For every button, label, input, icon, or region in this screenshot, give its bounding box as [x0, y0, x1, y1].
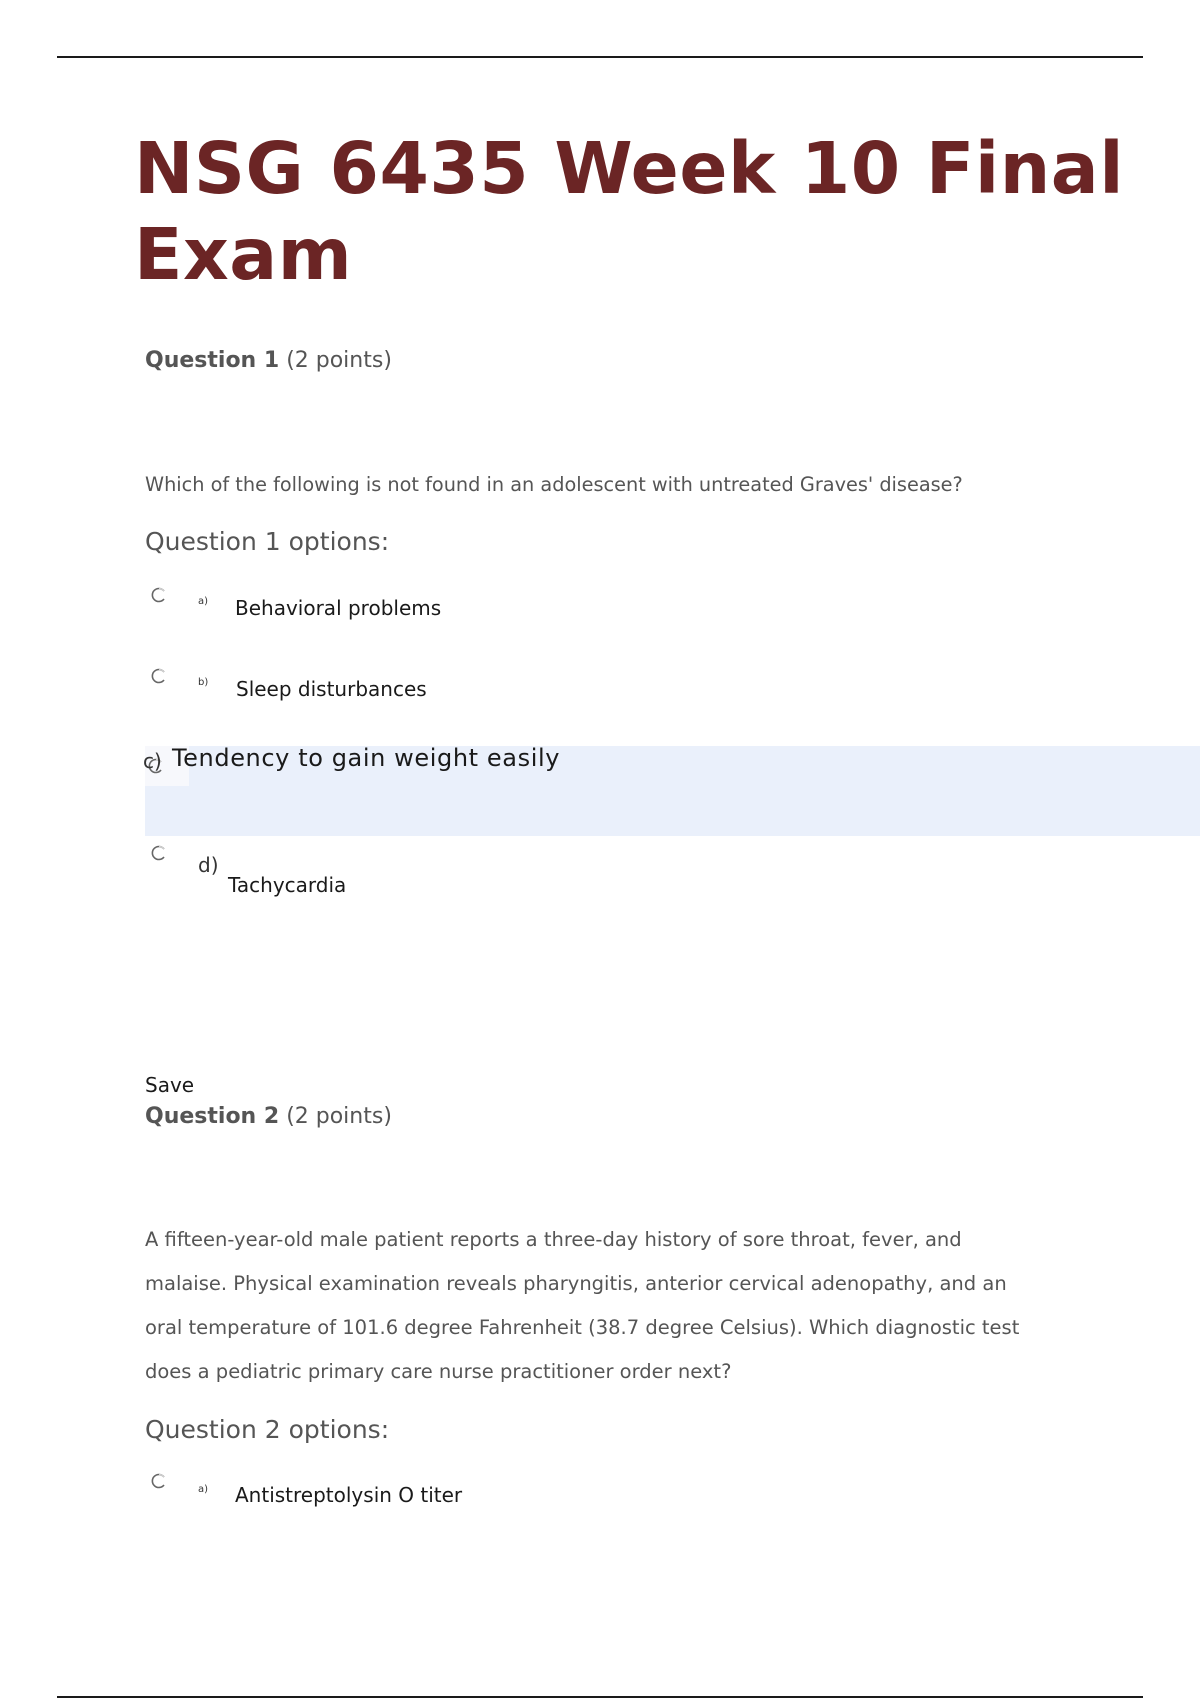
option-letter-b: b) [198, 677, 209, 688]
question-2-text-line: malaise. Physical examination reveals pharyngitis, anterior cervical adenopathy, and an [145, 1272, 1007, 1295]
option-text-a[interactable]: Antistreptolysin O titer [235, 1483, 463, 1507]
radio-button-icon[interactable] [151, 1473, 167, 1489]
question-2-heading [145, 1104, 392, 1129]
option-text-b[interactable]: Sleep disturbances [236, 677, 427, 701]
question-2-points: (2 points) [286, 1104, 392, 1129]
question-1-label: Question 1 [145, 348, 280, 373]
question-2-label: Question 2 [145, 1104, 280, 1129]
option-letter-a: a) [198, 1484, 209, 1495]
option-text-a[interactable]: Behavioral problems [235, 596, 442, 620]
question-2-text-line: A fifteen-year-old male patient reports a three-day history of sore throat, fever, and [145, 1228, 962, 1251]
document-title: NSG 6435 Week 10 Final Exam [134, 127, 1125, 296]
option-text-c[interactable]: Tendency to gain weight easily [172, 744, 561, 772]
option-letter-c: c) [143, 749, 162, 773]
question-1-points: (2 points) [286, 348, 392, 373]
option-text-d[interactable]: Tachycardia [228, 873, 347, 897]
question-2-text-line: does a pediatric primary care nurse practitioner order next? [145, 1360, 732, 1383]
top-rule [57, 56, 1143, 58]
question-1-options-heading: Question 1 options: [145, 527, 390, 556]
question-2-text-line: oral temperature of 101.6 degree Fahrenheit (38.7 degree Celsius). Which diagnostic test [145, 1316, 1020, 1339]
radio-button-icon[interactable] [151, 668, 167, 684]
radio-button-icon[interactable] [151, 587, 167, 603]
bottom-rule [57, 1696, 1143, 1698]
radio-button-icon[interactable] [151, 845, 167, 861]
save-button[interactable]: Save [145, 1073, 195, 1097]
question-1-heading [145, 348, 392, 373]
option-letter-a: a) [198, 596, 209, 607]
question-2-options-heading: Question 2 options: [145, 1415, 390, 1444]
option-letter-d: d) [198, 853, 219, 877]
question-1-text: Which of the following is not found in an adolescent with untreated Graves' disease? [145, 473, 963, 496]
